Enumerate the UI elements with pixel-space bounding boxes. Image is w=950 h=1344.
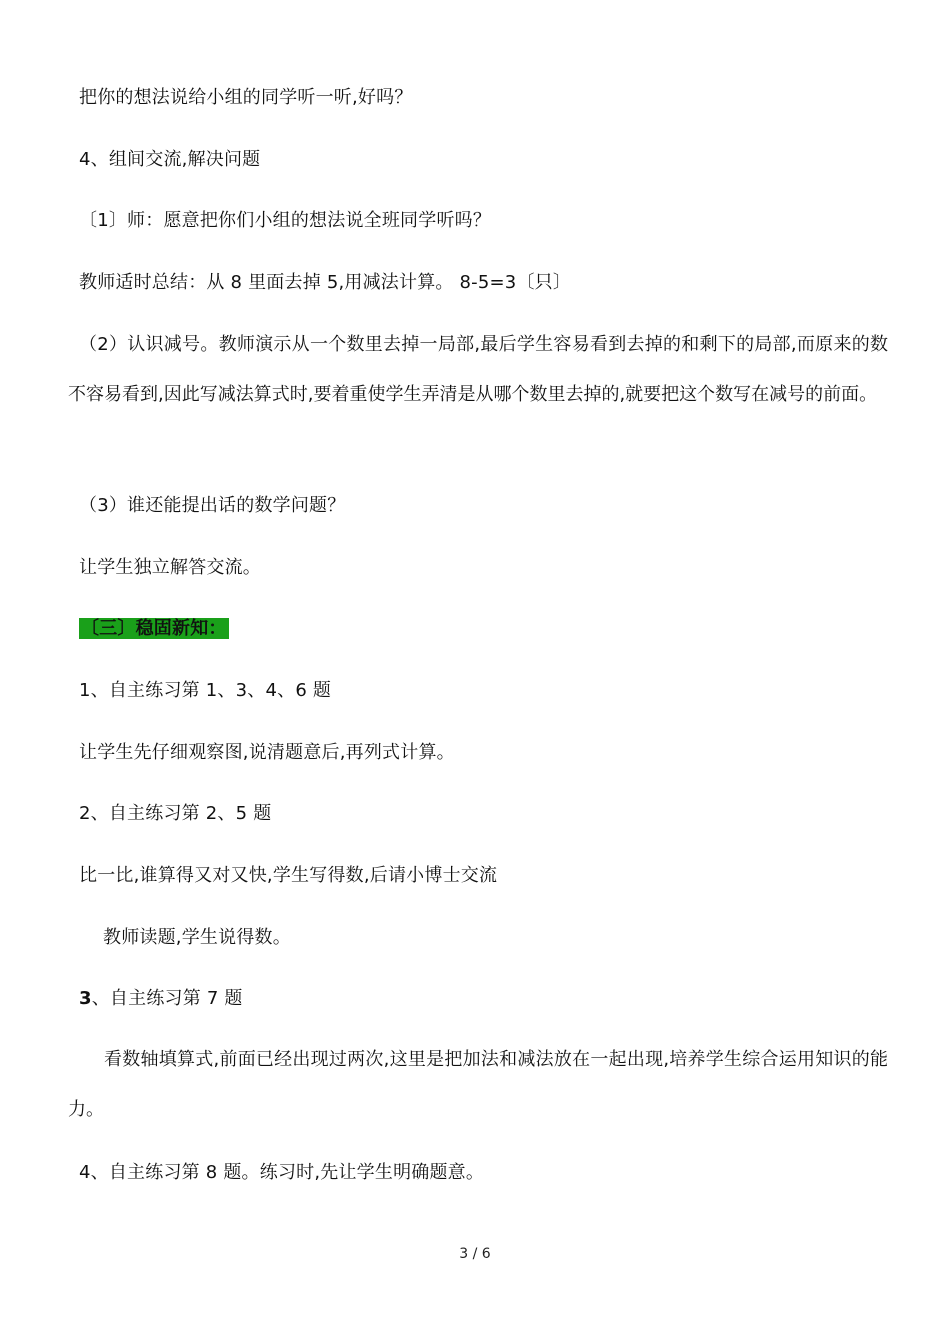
paragraph [68,320,888,420]
text-line: 把你的想法说给小组的同学听一听,好吗？ [79,87,413,108]
section-item: 4、组间交流,解决问题 [79,149,261,170]
page-number: 3 / 6 [459,1246,491,1262]
text-line: 教师读题,学生说得数。 [103,927,291,948]
highlighted-heading: 〔三〕稳固新知： [81,618,227,639]
text-line: （3）谁还能提出话的数学问题？ [79,495,346,516]
text-line: 让学生独立解答交流。 [79,557,261,578]
text-line: 教师适时总结：从 8 里面去掉 5,用减法计算。 8-5=3〔只〕 [79,272,572,293]
text-line: 〔1〕师：愿意把你们小组的想法说全班同学听吗？ [79,210,492,231]
paragraph-text: （2）认识减号。教师演示从一个数里去掉一局部,最后学生容易看到去掉的和剩下的局部,而原来的数不容易看到,因此写减法算式时,要着重使学生弄清是从哪个数里去掉的,就要把这个数写在减号的前面。 [68,334,888,405]
paragraph-text: 看数轴填算式,前面已经出现过两次,这里是把加法和减法放在一起出现,培养学生综合运用知识的能力。 [68,1049,888,1120]
paragraph [68,1035,888,1135]
section-heading [79,617,229,641]
section-item: 1、自主练习第 1、3、4、6 题 [79,680,332,701]
text-line: 比一比,谁算得又对又快,学生写得数,后请小博士交流 [79,865,498,886]
text-line: 让学生先仔细观察图,说清题意后,再列式计算。 [79,742,455,763]
section-item: 2、自主练习第 2、5 题 [79,803,272,824]
item-text: 、自主练习第 7 题 [91,988,243,1009]
item-number: 3 [79,988,92,1009]
section-item: 4、自主练习第 8 题。练习时,先让学生明确题意。 [79,1162,485,1183]
section-item [79,987,243,1011]
